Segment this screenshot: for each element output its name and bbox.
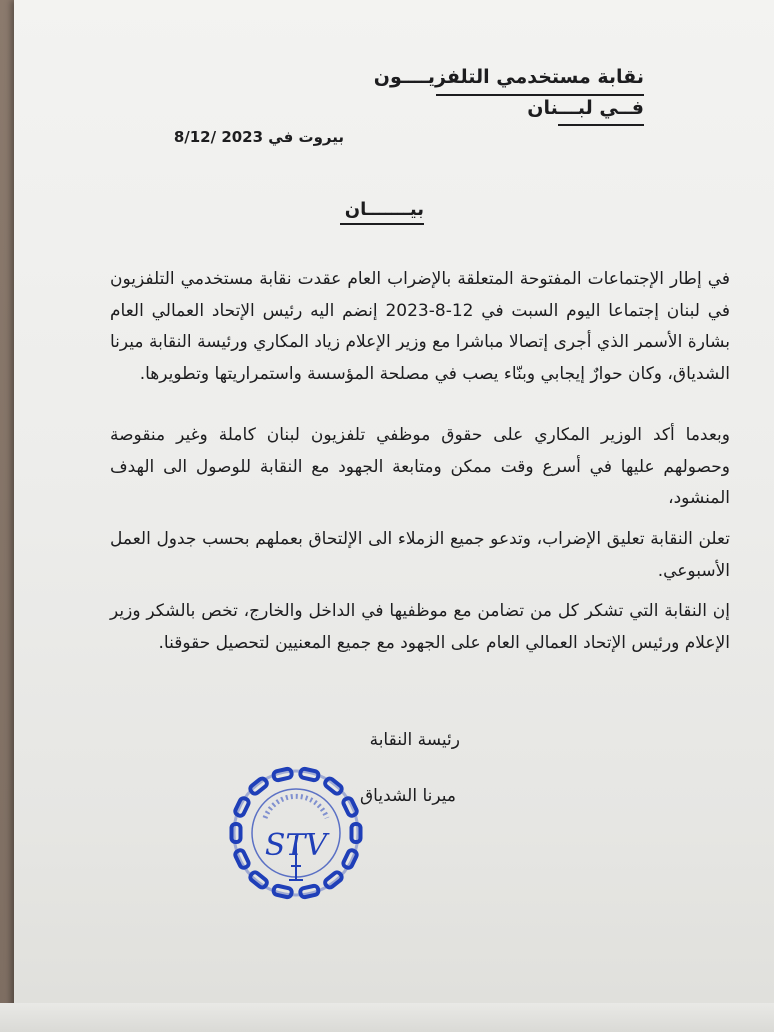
letterhead-org-country: فــي لبـــنان <box>527 97 644 119</box>
stamp-chain-link <box>342 849 358 869</box>
letterhead-org-name: نقابة مستخدمي التلفزيــــون <box>373 66 644 88</box>
union-stamp <box>221 758 371 908</box>
stamp-monogram: STV <box>264 828 328 863</box>
stamp-chain-link <box>249 871 269 889</box>
paragraph-meeting: في إطار الإجتماعات المفتوحة المتعلقة بالإضراب العام عقدت نقابة مستخدمي التلفزيون في لبنان إجتماعا اليوم السبت في 12-8-2023 إنضم اليه رئيس الإتحاد العمالي العام بشارة الأسمر الذي أجرى إتصالا مباشرا مع وزير الإعلام زياد المكاري ورئيسة النقابة ميرنا الشدياق، وكان حوارٌ إيجابي وبنّاء يصب في مصلحة المؤسسة واستمراريتها وتطويرها. <box>110 269 730 384</box>
stamp-chain-link <box>234 797 250 817</box>
document-date: بيروت في 2023 /8/12 <box>173 128 344 146</box>
document-page <box>14 0 774 1032</box>
statement-title: بيـــــــان <box>344 199 424 220</box>
letterhead-underline-country <box>558 124 644 126</box>
stamp-chain-link <box>324 777 344 795</box>
paragraph-thanks: إن النقابة التي تشكر كل من تضامن مع موظفيها في الداخل والخارج، تخص بالشكر وزير الإعلام ورئيس الإتحاد العمالي العام على الجهود مع جميع المعنيين لتحصيل حقوقنا. <box>110 601 730 653</box>
letterhead-underline <box>436 94 644 96</box>
page-bottom-edge <box>0 1003 774 1032</box>
paragraph-strike-suspension: تعلن النقابة تعليق الإضراب، وتدعو جميع الزملاء الى الإلتحاق بعملهم بحسب جدول العمل الأسبوعي. <box>110 529 730 581</box>
stamp-chain-link <box>232 824 241 842</box>
stamp-arc-text-icon <box>265 796 327 818</box>
paragraph-minister-rights: وبعدما أكد الوزير المكاري على حقوق موظفي تلفزيون لبنان كاملة وغير منقوصة وحصولهم عليها في أسرع وقت ممكن ومتابعة الجهود مع النقابة للوصول الى الهدف المنشود، <box>110 425 730 508</box>
signatory-title: رئيسة النقابة <box>369 730 460 750</box>
stamp-chain-link <box>249 777 269 795</box>
stamp-chain-link <box>234 849 250 869</box>
statement-title-underline <box>340 223 424 225</box>
signatory-name: ميرنا الشدياق <box>359 786 456 806</box>
stamp-chain-link <box>324 871 344 889</box>
stamp-chain-link <box>352 824 361 842</box>
stamp-chain-link <box>342 797 358 817</box>
